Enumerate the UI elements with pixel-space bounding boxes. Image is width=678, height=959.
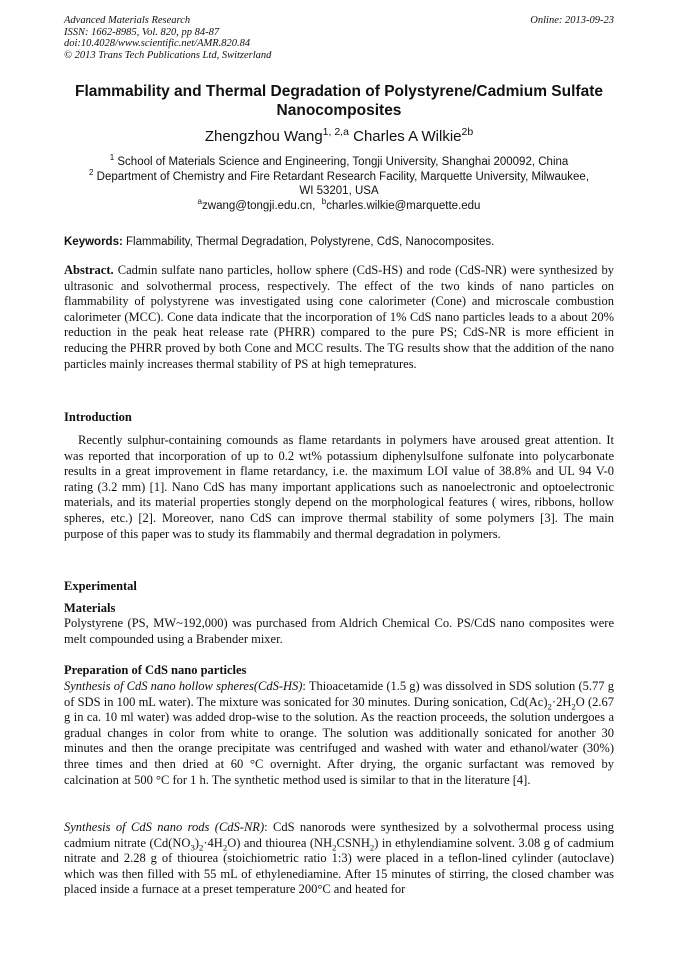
affiliation-text: Department of Chemistry and Fire Retardant Research Facility, Marquette University, Milwaukee, (96, 170, 590, 183)
paragraph-text: ) (194, 835, 199, 850)
paper-title: Flammability and Thermal Degradation of Polystyrene/Cadmium Sulfate Nanocomposites (75, 83, 603, 119)
affiliation-text: School of Materials Science and Engineering, Tongji University, Shanghai 200092, China (117, 156, 569, 168)
subscript: 2 (571, 701, 576, 712)
paragraph-text: CSNH (336, 835, 370, 850)
abstract-label: Abstract. (64, 263, 114, 277)
issn-line: ISSN: 1662-8985, Vol. 820, pp 84-87 (64, 26, 220, 38)
preparation-heading: Preparation of CdS nano particles (64, 663, 247, 677)
author-emails (40, 196, 638, 214)
subscript: 2 (547, 701, 552, 712)
email-link[interactable]: charles.wilkie@marquette.edu (326, 199, 481, 212)
author-list (40, 128, 638, 146)
email-link[interactable]: zwang@tongji.edu.cn, (202, 199, 316, 212)
abstract-text: Cadmin sulfate nano particles, hollow sphere (CdS-HS) and rode (CdS-NR) were synthesized by ultrasonic and solvothermal process, respectively. The effect of the two kinds of nano particles on flammability of polystyrene was investigated using cone calorimeter (Cone) and microscale combustion calorimeter (MCC). Cone data indicate that the incorporation of 1% CdS nano particles leads to a about 20% reduction in the peak heat release rate (PHRR) compared to the pure PS; CdS-NR is more efficient in reducing the PHRR proved by both Cone and MCC results. The TG results show that the addition of the nano particles mainly increases thermal stability of PS at high temepratures. (64, 263, 614, 371)
paragraph-text: O (2.67 g in ca. 10 ml water) was added drop-wise to the solution. As the reaction proceeds, the solution undergoes a gradual changes in color from white to orange. The solution was additionally sonicated for another 30 minutes and then the orange precipitate was centrifuged and washed with water and ethanol/water (30%) three times and then dried at 60 °C overnight. After drying, the organic surfactant was removed by calcination at 500 °C for 1 h. The synthetic method used is similar to that in the literature [4]. (64, 694, 614, 787)
paragraph-text: : CdS nanorods were synthesized by a solvothermal process using cadmium nitrate (Cd(NO (64, 820, 614, 850)
affiliation-2 (40, 167, 638, 185)
subscript: 2 (222, 842, 228, 853)
subscript: 2 (332, 842, 337, 853)
keywords-label: Keywords: (64, 236, 123, 248)
doi-line[interactable]: doi:10.4028/www.scientific.net/AMR.820.84 (64, 38, 251, 49)
nano-rods-label: Synthesis of CdS nano rods (CdS-NR) (64, 820, 265, 834)
abstract (64, 263, 614, 372)
journal-header (64, 15, 271, 61)
experimental-heading: Experimental (64, 579, 137, 593)
nano-rods-paragraph (64, 820, 614, 898)
hollow-spheres-paragraph (64, 679, 614, 788)
online-date: Online: 2013-09-23 (530, 15, 614, 26)
materials-text: Polystyrene (PS, MW~192,000) was purchased from Aldrich Chemical Co. PS/CdS nano composites were melt compounded using a Brabender mixer. (64, 616, 614, 646)
paragraph-text: O) and thiourea (NH (227, 835, 333, 850)
hollow-spheres-label: Synthesis of CdS nano hollow spheres(CdS-HS) (64, 679, 303, 693)
affiliations (40, 155, 638, 213)
keywords-text: Flammability, Thermal Degradation, Polystyrene, CdS, Nanocomposites. (126, 236, 495, 248)
affiliation-2-cont: WI 53201, USA (299, 185, 379, 197)
author-affiliation-mark: 1, 2,a (322, 126, 349, 138)
journal-name: Advanced Materials Research (64, 15, 191, 26)
keywords (64, 235, 614, 249)
subscript: 2 (198, 842, 204, 853)
affiliation-1 (40, 155, 638, 170)
author-name: Charles A Wilkie (353, 128, 462, 145)
email-mark: b (321, 196, 327, 206)
introduction-heading: Introduction (64, 410, 132, 424)
affiliation-number: 1 (109, 153, 115, 163)
email-mark: a (197, 196, 203, 206)
affiliation-number: 2 (88, 167, 94, 177)
paragraph-text: ·2H (551, 694, 572, 709)
subscript: 3 (190, 842, 195, 853)
author-name: Zhengzhou Wang (204, 128, 323, 145)
author-affiliation-mark: 2b (461, 126, 474, 138)
subscript: 2 (369, 842, 375, 853)
copyright-line: © 2013 Trans Tech Publications Ltd, Switzerland (64, 49, 272, 61)
paragraph-text: ·4H (203, 835, 223, 850)
paragraph-text: ) in ethylendiamine solvent. 3.08 g of cadmium nitrate and 2.28 g of thiourea (stoichiometric ratio 1:3) were placed in a teflon-lined cylinder (autoclave) which was then filled with 55 mL of ethylenediamine. After 15 minutes of stirring, the closed chamber was placed inside a furnace at a preset temperature 200°C and heated for (64, 835, 614, 897)
paragraph-text: : Thioacetamide (1.5 g) was dissolved in SDS solution (5.77 g of SDS in 100 mL water). The mixture was sonicated for 30 minutes. During sonication, Cd(Ac) (64, 679, 614, 709)
introduction-text: Recently sulphur-containing comounds as flame retardants in polymers have aroused great attention. It was reported that incorporation of up to 0.2 wt% potassium diphenylsulfone sulfonate into polycarbonate results in a great improvement in flame retardancy, i.e. the maximum LOI value of 38.8% and UL 94 V-0 rating (3.2 mm) [1]. Nano CdS has many important applications such as nanoelectronic and optoelectronic materials, and its material properties stongly depend on the morphological features ( wires, ribbons, hollow spheres, etc.) [2]. Moreover, nano CdS can improve thermal stability of some polymers [3]. The main purpose of this paper was to study its flammabily and thermal degradation in polymers. (64, 433, 614, 541)
materials-heading: Materials (64, 601, 116, 615)
